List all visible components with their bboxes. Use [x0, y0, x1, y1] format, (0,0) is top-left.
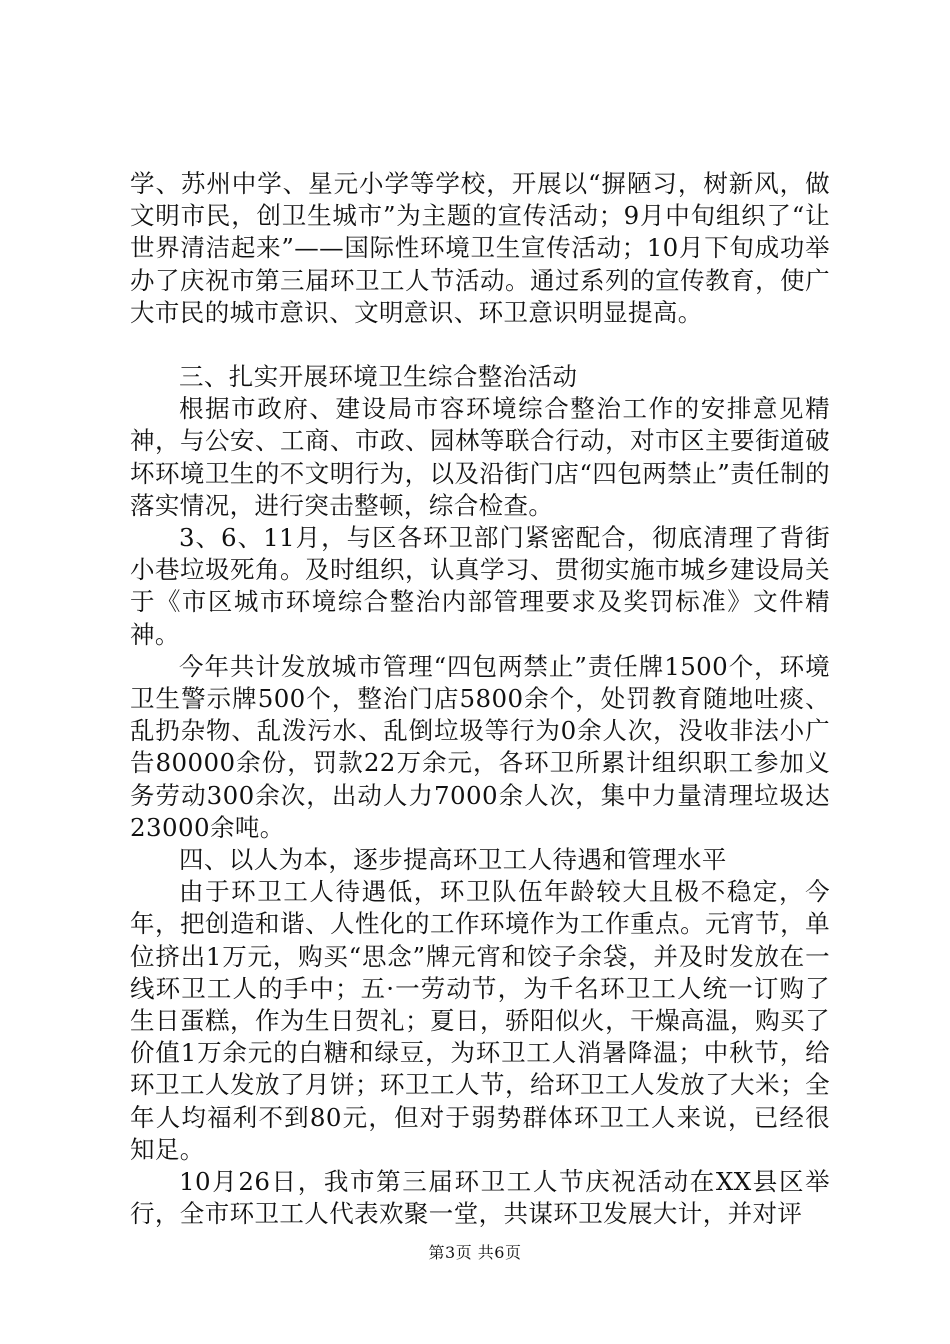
paragraph-3: 3、6、11月，与区各环卫部门紧密配合，彻底清理了背街小巷垃圾死角。及时组织，认真学习、贯彻实施市城乡建设局关于《市区城市环境综合整治内部管理要求及奖罚标准》文件精神。	[130, 523, 830, 649]
paragraph-gap	[130, 329, 830, 361]
paragraph-4: 今年共计发放城市管理“四包两禁止”责任牌1500个，环境卫生警示牌500个，整治门店5800余个，处罚教育随地吐痰、乱扔杂物、乱泼污水、乱倒垃圾等行为0余人次，没收非法小广告80000余份，罚款22万余元，各环卫所累计组织职工参加义务劳动300余次，出动人力7000余人次，集中力量清理垃圾达23000余吨。	[130, 651, 830, 842]
paragraph-5: 由于环卫工人待遇低，环卫队伍年龄较大且极不稳定，今年，把创造和谐、人性化的工作环境作为工作重点。元宵节，单位挤出1万元，购买“思念”牌元宵和饺子余袋，并及时发放在一线环卫工人的手中；五·一劳动节，为千名环卫工人统一订购了生日蛋糕，作为生日贺礼；夏日，骄阳似火，干燥高温，购买了价值1万余元的白糖和绿豆，为环卫工人消暑降温；中秋节，给环卫工人发放了月饼；环卫工人节，给环卫工人发放了大米；全年人均福利不到80元，但对于弱势群体环卫工人来说，已经很知足。	[130, 877, 830, 1164]
section-heading-4: 四、以人为本，逐步提高环卫工人待遇和管理水平	[179, 845, 727, 875]
document-body	[130, 168, 830, 1231]
section-heading-3: 三、扎实开展环境卫生综合整治活动	[179, 362, 578, 392]
page-footer: 第3页 共6页	[428, 1243, 522, 1262]
paragraph-1: 学、苏州中学、星元小学等学校，开展以“摒陋习，树新风，做文明市民，创卫生城市”为主题的宣传活动；9月中旬组织了“让世界清洁起来”——国际性环境卫生宣传活动；10月下旬成功举办了庆祝市第三届环卫工人节活动。通过系列的宣传教育，使广大市民的城市意识、文明意识、环卫意识明显提高。	[130, 169, 830, 327]
paragraph-6: 10月26日，我市第三届环卫工人节庆祝活动在XX县区举行，全市环卫工人代表欢聚一堂，共谋环卫发展大计，并对评	[130, 1167, 830, 1229]
paragraph-2: 根据市政府、建设局市容环境综合整治工作的安排意见精神，与公安、工商、市政、园林等联合行动，对市区主要街道破坏环境卫生的不文明行为，以及沿街门店“四包两禁止”责任制的落实情况，进行突击整顿，综合检查。	[130, 394, 830, 520]
